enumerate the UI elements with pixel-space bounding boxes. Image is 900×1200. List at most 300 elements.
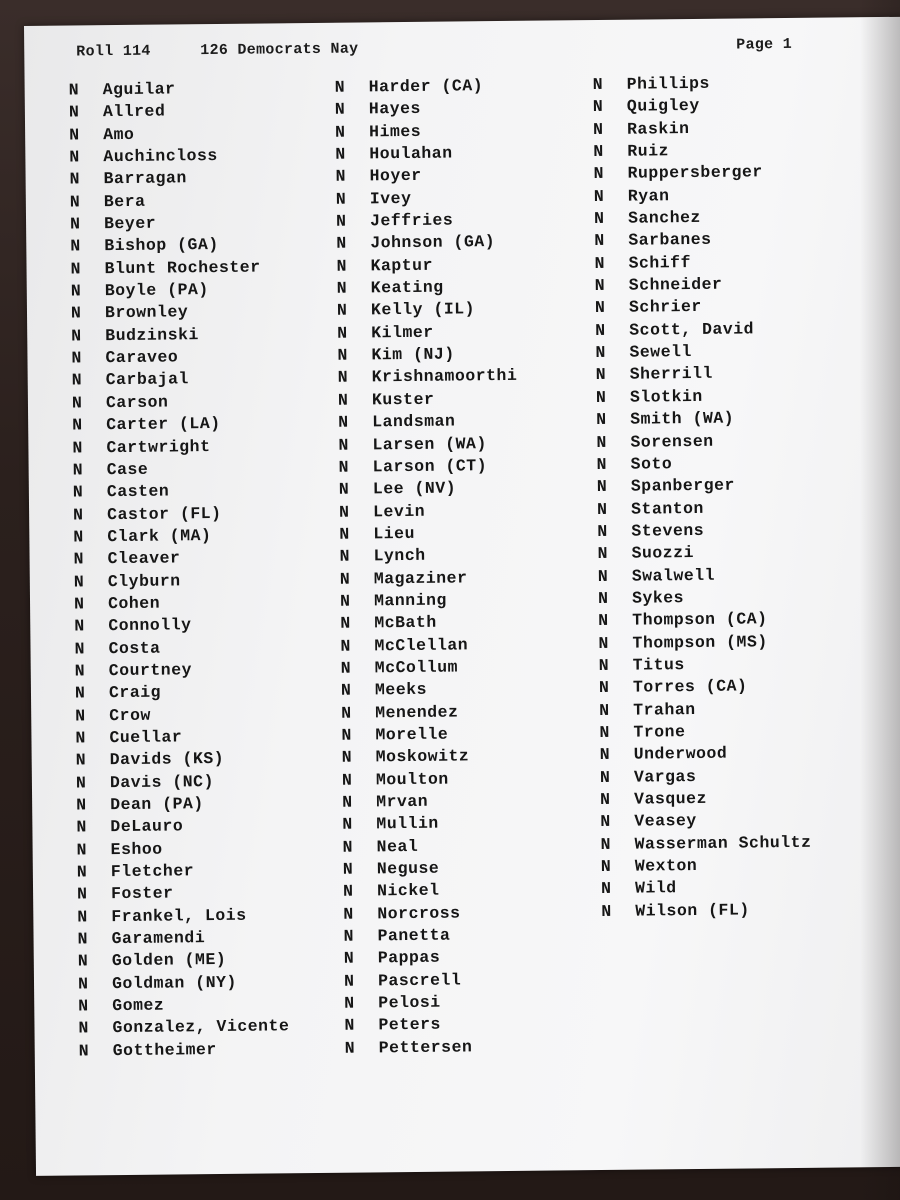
vote-mark: N <box>339 502 350 522</box>
vote-mark: N <box>70 236 81 256</box>
vote-mark: N <box>71 348 82 368</box>
vote-mark: N <box>340 636 352 656</box>
member-name: Crow <box>109 705 151 725</box>
name-column-2 <box>335 74 615 1060</box>
vote-row <box>71 300 341 325</box>
vote-row <box>71 345 341 370</box>
vote-row <box>71 278 341 303</box>
vote-mark: N <box>342 814 353 835</box>
member-name: Gomez <box>112 995 165 1016</box>
vote-row <box>341 722 611 747</box>
vote-mark: N <box>342 881 354 902</box>
vote-row <box>338 364 608 389</box>
vote-row <box>593 161 863 186</box>
vote-row <box>593 138 863 163</box>
member-name: Gottheimer <box>112 1039 217 1060</box>
vote-mark: N <box>593 141 604 162</box>
member-name: Krishnamoorthi <box>371 366 518 387</box>
vote-row <box>344 968 614 993</box>
vote-row <box>75 680 345 705</box>
vote-row <box>593 94 863 119</box>
vote-row <box>595 295 865 320</box>
member-name: Fletcher <box>110 861 195 882</box>
vote-row <box>596 429 866 454</box>
vote-mark: N <box>337 323 348 343</box>
vote-row <box>69 166 339 191</box>
vote-mark: N <box>70 259 82 279</box>
member-name: Peters <box>378 1015 442 1035</box>
member-name: Raskin <box>627 118 690 139</box>
vote-row <box>75 702 345 727</box>
vote-row <box>72 412 342 437</box>
member-name: Connolly <box>108 615 192 636</box>
vote-row <box>335 141 605 166</box>
vote-row <box>593 116 863 141</box>
vote-mark: N <box>596 432 607 452</box>
member-name: Barragan <box>103 168 187 189</box>
vote-mark: N <box>592 74 604 95</box>
member-name: Manning <box>373 590 447 611</box>
vote-mark: N <box>343 904 354 924</box>
vote-mark: N <box>596 454 608 474</box>
vote-row <box>338 409 608 434</box>
vote-mark: N <box>596 499 608 519</box>
roll-call-sheet <box>24 17 900 1176</box>
member-name: Lynch <box>373 546 426 566</box>
member-name: Meeks <box>374 680 428 700</box>
vote-mark: N <box>77 907 88 927</box>
member-name: Costa <box>108 638 161 658</box>
member-name: Kelly (IL) <box>370 299 476 320</box>
vote-mark: N <box>73 527 84 547</box>
vote-mark: N <box>593 208 605 229</box>
vote-row <box>75 658 345 683</box>
vote-mark: N <box>71 370 83 390</box>
member-name: Bishop (GA) <box>104 235 219 256</box>
vote-row <box>76 814 346 839</box>
member-name: Landsman <box>372 411 456 432</box>
vote-mark: N <box>599 700 610 720</box>
vote-row <box>73 501 343 526</box>
vote-mark: N <box>596 477 608 497</box>
vote-row <box>69 77 339 102</box>
vote-mark: N <box>335 122 346 142</box>
member-name: Pettersen <box>378 1037 473 1058</box>
member-name: Smith (WA) <box>630 408 735 429</box>
member-name: McBath <box>374 612 437 633</box>
vote-mark: N <box>335 189 347 209</box>
member-name: Thompson (CA) <box>632 609 768 630</box>
vote-row <box>78 970 348 995</box>
vote-row <box>338 431 608 456</box>
vote-mark: N <box>597 588 609 608</box>
vote-mark: N <box>69 214 81 234</box>
member-name: Frankel, Lois <box>111 905 247 926</box>
vote-row <box>596 362 866 387</box>
vote-row <box>600 809 870 834</box>
vote-mark: N <box>75 728 86 748</box>
member-name: Larsen (WA) <box>372 433 487 454</box>
vote-row <box>69 121 339 146</box>
vote-row <box>343 834 613 859</box>
vote-row <box>601 876 871 901</box>
member-name: Sewell <box>629 342 692 362</box>
member-name: Dean (PA) <box>110 794 204 815</box>
member-name: Wilson (FL) <box>635 900 750 921</box>
member-name: Stanton <box>630 498 704 519</box>
member-name: Blunt Rochester <box>104 257 261 278</box>
member-name: Neguse <box>376 858 440 879</box>
vote-mark: N <box>75 773 87 793</box>
member-name: Auchincloss <box>103 146 218 167</box>
vote-mark: N <box>340 658 352 678</box>
name-column-3 <box>593 71 872 923</box>
member-name: Budzinski <box>105 324 199 345</box>
vote-mark: N <box>338 479 350 499</box>
vote-mark: N <box>336 301 348 321</box>
member-name: Soto <box>630 454 673 474</box>
member-name: Quigley <box>626 96 700 117</box>
vote-row <box>336 230 606 255</box>
vote-mark: N <box>340 613 351 633</box>
vote-row <box>77 859 347 884</box>
vote-mark: N <box>600 834 612 854</box>
vote-mark: N <box>68 80 80 100</box>
vote-row <box>75 725 345 750</box>
vote-mark: N <box>72 460 84 480</box>
vote-mark: N <box>341 725 352 745</box>
vote-row <box>594 250 864 275</box>
member-name: Boyle (PA) <box>104 280 209 301</box>
member-name: Golden (ME) <box>111 950 227 971</box>
vote-mark: N <box>70 303 82 323</box>
vote-row <box>335 163 605 188</box>
member-name: Suozzi <box>631 543 695 563</box>
member-name: Sherrill <box>629 364 713 385</box>
member-name: Wild <box>634 878 677 899</box>
member-name: Cartwright <box>106 436 211 457</box>
member-name: Goldman (NY) <box>111 972 237 993</box>
vote-row <box>597 518 867 543</box>
member-name: Foster <box>110 883 174 904</box>
vote-mark: N <box>594 253 606 273</box>
vote-row <box>339 498 609 523</box>
vote-row <box>344 945 614 970</box>
vote-row <box>596 384 866 409</box>
vote-mark: N <box>599 767 611 787</box>
vote-mark: N <box>338 435 349 455</box>
vote-mark: N <box>343 926 355 946</box>
member-name: Wexton <box>634 856 698 876</box>
member-name: Clyburn <box>107 570 181 591</box>
member-name: Slotkin <box>629 386 703 407</box>
vote-row <box>597 496 867 521</box>
vote-row <box>337 297 607 322</box>
vote-row <box>599 674 869 699</box>
vote-mark: N <box>344 1016 355 1036</box>
vote-mark: N <box>72 437 83 458</box>
member-name: Moulton <box>375 769 449 790</box>
member-name: Pappas <box>377 948 441 968</box>
member-name: Sorensen <box>630 431 714 452</box>
vote-row <box>344 990 614 1015</box>
member-name: Hoyer <box>369 166 422 186</box>
member-name: Underwood <box>633 743 728 764</box>
vote-mark: N <box>69 147 80 167</box>
vote-mark: N <box>336 278 348 298</box>
vote-mark: N <box>341 703 352 723</box>
vote-mark: N <box>335 167 347 187</box>
member-name: Schrier <box>628 297 702 318</box>
vote-row <box>78 1015 348 1040</box>
member-name: Ryan <box>627 185 670 206</box>
vote-row <box>79 1037 349 1062</box>
vote-mark: N <box>71 326 82 346</box>
vote-mark: N <box>600 789 611 810</box>
member-name: Panetta <box>377 925 451 946</box>
member-name: Sykes <box>631 588 685 608</box>
vote-mark: N <box>595 365 607 385</box>
vote-mark: N <box>75 706 86 726</box>
member-name: Vasquez <box>634 788 708 809</box>
vote-mark: N <box>77 929 89 949</box>
vote-row <box>337 342 607 367</box>
member-name: Pelosi <box>378 992 441 1013</box>
vote-row <box>595 317 865 342</box>
member-name: Brownley <box>104 302 189 323</box>
vote-mark: N <box>344 993 355 1013</box>
member-name: Phillips <box>626 73 710 94</box>
member-name: Stevens <box>631 520 705 541</box>
vote-row <box>70 233 340 258</box>
vote-mark: N <box>593 186 605 206</box>
vote-mark: N <box>69 192 81 212</box>
member-name: Case <box>106 459 149 480</box>
vote-row <box>339 476 609 501</box>
vote-row <box>601 853 871 878</box>
vote-mark: N <box>337 345 348 365</box>
vote-row <box>595 272 865 297</box>
vote-mark: N <box>343 971 355 991</box>
vote-row <box>336 253 606 278</box>
vote-mark: N <box>71 393 83 413</box>
vote-mark: N <box>77 951 89 971</box>
vote-row <box>71 322 341 347</box>
vote-row <box>77 881 347 906</box>
vote-row <box>342 811 612 836</box>
vote-row <box>594 205 864 230</box>
vote-row <box>70 255 340 280</box>
vote-row <box>601 898 871 923</box>
member-name: Carbajal <box>105 369 190 390</box>
vote-row <box>339 521 609 546</box>
member-name: Morelle <box>375 724 449 745</box>
vote-mark: N <box>337 390 349 410</box>
vote-row <box>340 610 610 635</box>
member-name: Norcross <box>377 903 461 924</box>
vote-row <box>77 903 347 928</box>
vote-mark: N <box>341 770 353 790</box>
member-name: Wasserman Schultz <box>634 832 812 854</box>
vote-mark: N <box>598 611 609 631</box>
sheet-title: 126 Democrats Nay <box>200 40 359 60</box>
vote-mark: N <box>334 99 346 120</box>
member-name: Trone <box>633 722 686 742</box>
vote-row <box>74 613 344 638</box>
vote-row <box>69 144 339 169</box>
vote-row <box>340 632 610 657</box>
member-name: Eshoo <box>110 839 163 859</box>
page-number: Page 1 <box>736 35 793 54</box>
vote-row <box>600 741 870 766</box>
vote-mark: N <box>592 97 604 117</box>
member-name: Veasey <box>634 811 697 831</box>
member-name: Nickel <box>376 881 440 901</box>
vote-row <box>69 99 339 124</box>
vote-row <box>594 183 864 208</box>
member-name: Davis (NC) <box>109 771 215 792</box>
roll-number: Roll 114 <box>76 42 151 61</box>
member-name: Ivey <box>369 188 412 209</box>
vote-mark: N <box>78 1041 90 1061</box>
vote-mark: N <box>598 678 610 698</box>
vote-row <box>342 767 612 792</box>
vote-mark: N <box>337 368 349 388</box>
vote-row <box>593 71 863 96</box>
vote-mark: N <box>77 974 89 994</box>
vote-row <box>343 923 613 948</box>
vote-mark: N <box>339 569 351 589</box>
edge-shadow <box>860 0 900 1200</box>
vote-row <box>343 901 613 926</box>
vote-row <box>78 948 348 973</box>
member-name: Clark (MA) <box>107 525 212 547</box>
vote-mark: N <box>597 566 609 586</box>
vote-row <box>599 719 869 744</box>
vote-row <box>597 473 867 498</box>
vote-mark: N <box>597 521 608 541</box>
member-name: Kaptur <box>370 255 434 276</box>
member-name: Himes <box>369 121 422 142</box>
member-name: Carson <box>105 392 169 412</box>
vote-mark: N <box>598 633 609 653</box>
vote-mark: N <box>335 144 346 164</box>
vote-mark: N <box>341 747 353 768</box>
vote-row <box>345 1035 615 1060</box>
vote-mark: N <box>76 840 88 860</box>
vote-mark: N <box>339 546 351 566</box>
member-name: Sanchez <box>627 207 701 228</box>
vote-mark: N <box>70 281 82 301</box>
member-name: Magaziner <box>373 567 468 588</box>
vote-mark: N <box>74 616 85 636</box>
vote-mark: N <box>597 544 609 564</box>
vote-row <box>597 540 867 565</box>
member-name: Levin <box>373 501 426 521</box>
member-name: Houlahan <box>369 143 453 164</box>
member-name: Larson (CT) <box>372 456 488 477</box>
vote-mark: N <box>595 320 606 340</box>
member-name: Ruiz <box>627 141 670 161</box>
member-name: Sarbanes <box>628 230 712 251</box>
member-name: Mrvan <box>376 791 429 812</box>
vote-row <box>74 568 344 593</box>
member-name: Casten <box>106 481 170 502</box>
member-name: Craig <box>108 682 162 703</box>
vote-row <box>76 769 346 794</box>
vote-row <box>594 228 864 253</box>
vote-row <box>596 406 866 431</box>
vote-mark: N <box>336 234 347 254</box>
member-name: DeLauro <box>110 816 184 837</box>
vote-mark: N <box>73 571 85 592</box>
vote-mark: N <box>75 750 87 770</box>
vote-mark: N <box>76 884 88 904</box>
member-name: Spanberger <box>630 475 735 496</box>
vote-mark: N <box>599 745 611 765</box>
member-name: Carter (LA) <box>106 414 221 435</box>
vote-mark: N <box>601 901 612 921</box>
member-name: Jeffries <box>369 210 454 231</box>
member-name: Harder (CA) <box>368 76 484 97</box>
vote-row <box>343 856 613 881</box>
member-name: Lee (NV) <box>372 478 457 499</box>
vote-row <box>598 630 868 655</box>
member-name: McClellan <box>374 634 469 655</box>
name-column-1 <box>69 77 349 1063</box>
vote-row <box>72 434 342 459</box>
vote-row <box>338 387 608 412</box>
member-name: Kuster <box>371 389 435 410</box>
member-name: Schneider <box>628 274 723 295</box>
vote-mark: N <box>336 256 348 276</box>
vote-mark: N <box>74 638 86 659</box>
member-name: Bera <box>103 191 146 211</box>
vote-row <box>335 74 605 99</box>
vote-mark: N <box>69 169 81 189</box>
vote-row <box>73 479 343 504</box>
vote-mark: N <box>593 119 604 139</box>
vote-row <box>340 588 610 613</box>
vote-row <box>343 878 613 903</box>
vote-row <box>598 607 868 632</box>
vote-mark: N <box>78 996 89 1016</box>
vote-row <box>76 747 346 772</box>
member-name: Beyer <box>103 213 157 234</box>
vote-mark: N <box>595 387 607 407</box>
vote-row <box>597 451 867 476</box>
member-name: Menendez <box>375 702 459 722</box>
member-name: Pascrell <box>377 970 462 991</box>
member-name: Trahan <box>633 699 696 720</box>
member-name: Moskowitz <box>375 746 470 767</box>
member-name: Schiff <box>628 252 692 273</box>
vote-row <box>74 591 344 616</box>
member-name: Cohen <box>107 593 161 614</box>
vote-row <box>600 786 870 811</box>
vote-row <box>70 211 340 236</box>
vote-row <box>342 744 612 769</box>
vote-mark: N <box>72 482 84 502</box>
vote-row <box>599 697 869 722</box>
member-name: Aguilar <box>102 79 176 100</box>
vote-row <box>595 339 865 364</box>
vote-row <box>344 1012 614 1037</box>
vote-row <box>339 454 609 479</box>
vote-mark: N <box>599 722 610 742</box>
member-name: Neal <box>376 836 419 857</box>
vote-mark: N <box>594 231 605 251</box>
